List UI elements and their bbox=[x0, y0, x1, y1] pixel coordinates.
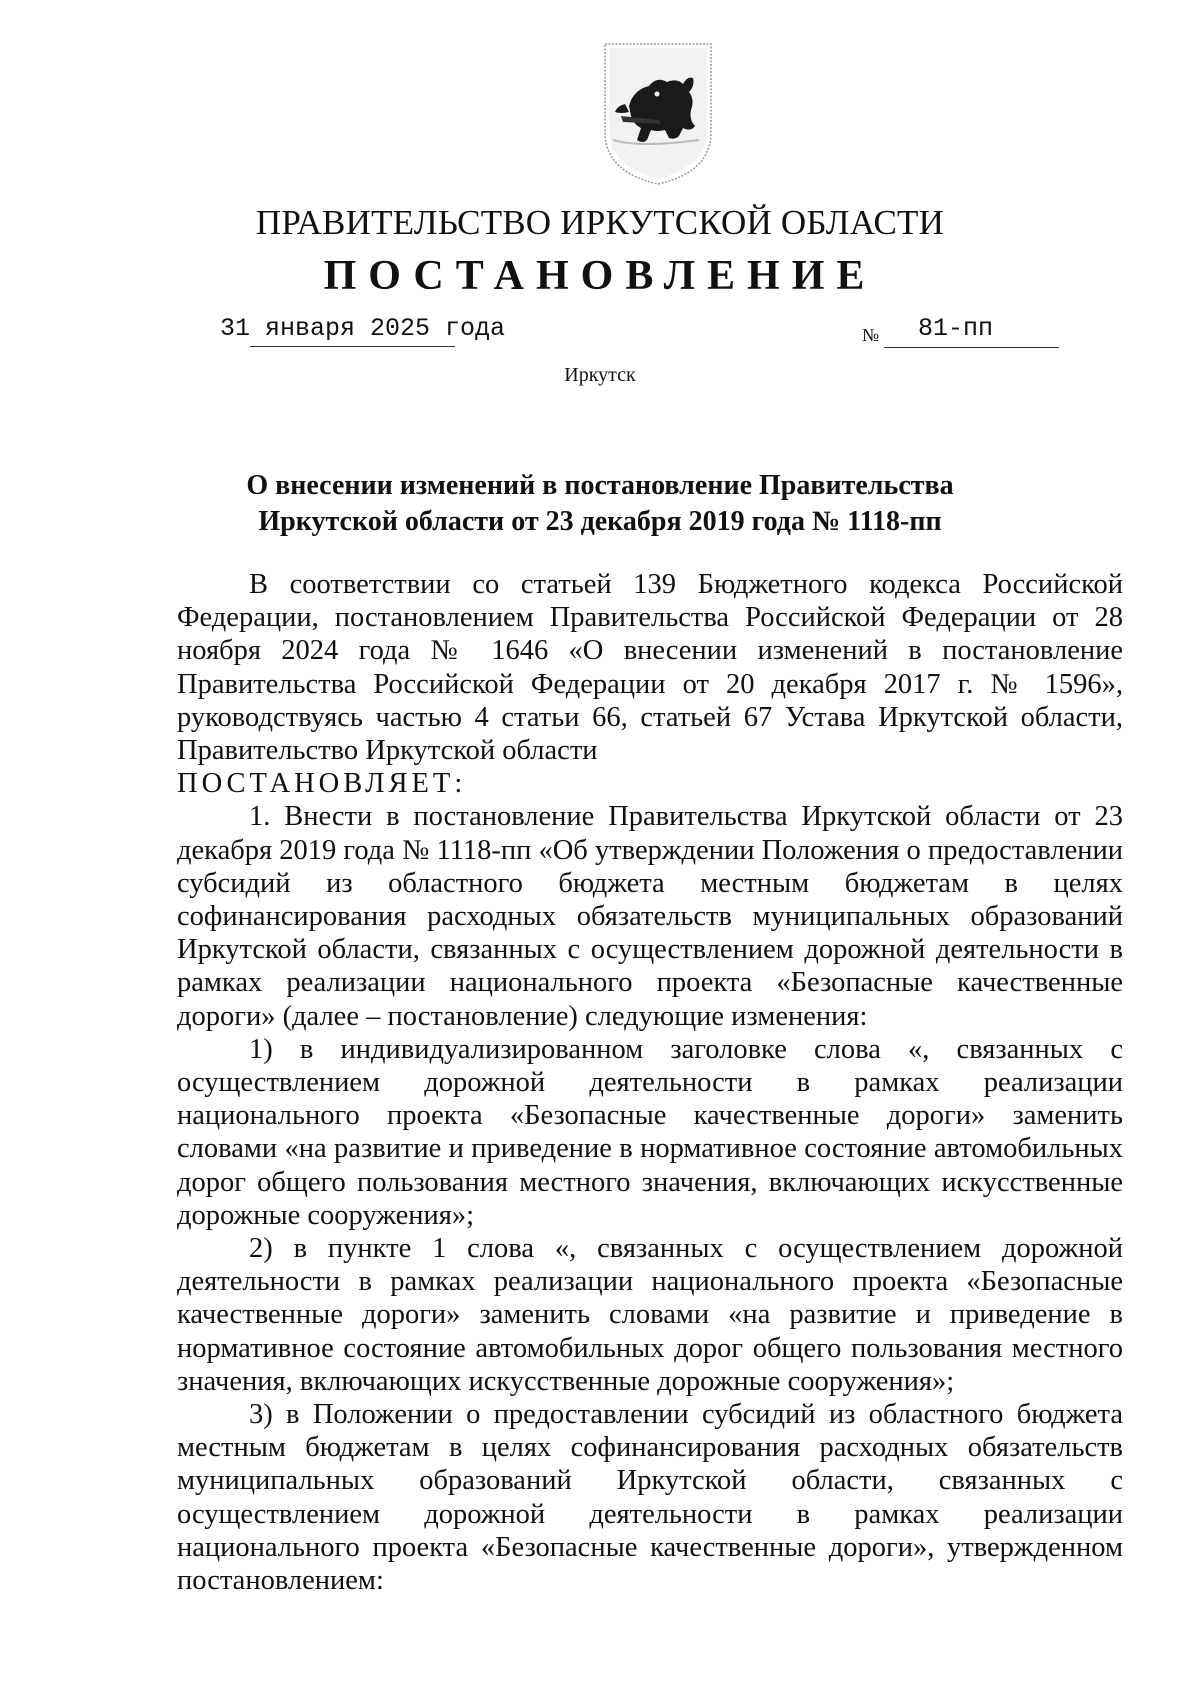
document-number: 81-пп bbox=[918, 314, 994, 343]
number-underline bbox=[884, 347, 1059, 348]
city: Иркутск bbox=[564, 364, 636, 386]
government-name: ПРАВИТЕЛЬСТВО ИРКУТСКОЙ ОБЛАСТИ bbox=[255, 203, 945, 242]
document-type: ПОСТАНОВЛЕНИЕ bbox=[323, 253, 877, 299]
document-subject bbox=[0, 468, 1200, 540]
date-underline bbox=[250, 346, 455, 347]
subject-line-1: О внесении изменений в постановление Правительства bbox=[246, 470, 954, 501]
subitem-2-paragraph: 2) в пункте 1 слова «, связанных с осуществлением дорожной деятельности в рамках реализации национального проекта «Безопасные качественные дороги» заменить словами «на развитие и приведение в нормативное состояние автомобильных дорог общего пользования местного значения, включающих искусственные дорожные сооружения»; bbox=[177, 1233, 1123, 1397]
preamble-paragraph: В соответствии со статьей 139 Бюджетного кодекса Российской Федерации, постановлением Правительства Российской Федерации от 28 ноября 2024 года № 1646 «О внесении изменений в постановление Правительства Российской Федерации от 20 декабря 2017 г. № 1596», руководствуясь частью 4 статьи 66, статьей 67 Устава Иркутской области, Правительство Иркутской области bbox=[177, 569, 1123, 767]
subitem-1-paragraph: 1) в индивидуализированном заголовке слова «, связанных с осуществлением дорожной деятельности в рамках реализации национального проекта «Безопасные качественные дороги» заменить словами «на развитие и приведение в нормативное состояние автомобильных дорог общего пользования местного значения, включающих искусственные дорожные сооружения»; bbox=[177, 1033, 1123, 1231]
item-1-paragraph: 1. Внести в постановление Правительства Иркутской области от 23 декабря 2019 года № 1118-пп «Об утверждении Положения о предоставлении субсидий из областного бюджета местным бюджетам в целях софинансирования расходных обязательств муниципальных образований Иркутской области, связанных с осуществлением дорожной деятельности в рамках реализации национального проекта «Безопасные качественные дороги» (далее – постановление) следующие изменения: bbox=[177, 801, 1123, 1032]
coat-of-arms-icon bbox=[599, 40, 717, 188]
subitem-3-paragraph: 3) в Положении о предоставлении субсидий из областного бюджета местным бюджетам в целях софинансирования расходных обязательств муниципальных образований Иркутской области, связанных с осуществлением дорожной деятельности в рамках реализации национального проекта «Безопасные качественные дороги», утвержденном постановлением: bbox=[177, 1399, 1123, 1597]
subject-line-2: Иркутской области от 23 декабря 2019 года № 1118-пп bbox=[258, 506, 942, 537]
decree-word: ПОСТАНОВЛЯЕТ: bbox=[177, 768, 467, 800]
document-body bbox=[177, 568, 1123, 1597]
number-sign: № bbox=[862, 325, 880, 345]
document-date: 31 января 2025 года bbox=[220, 314, 506, 343]
